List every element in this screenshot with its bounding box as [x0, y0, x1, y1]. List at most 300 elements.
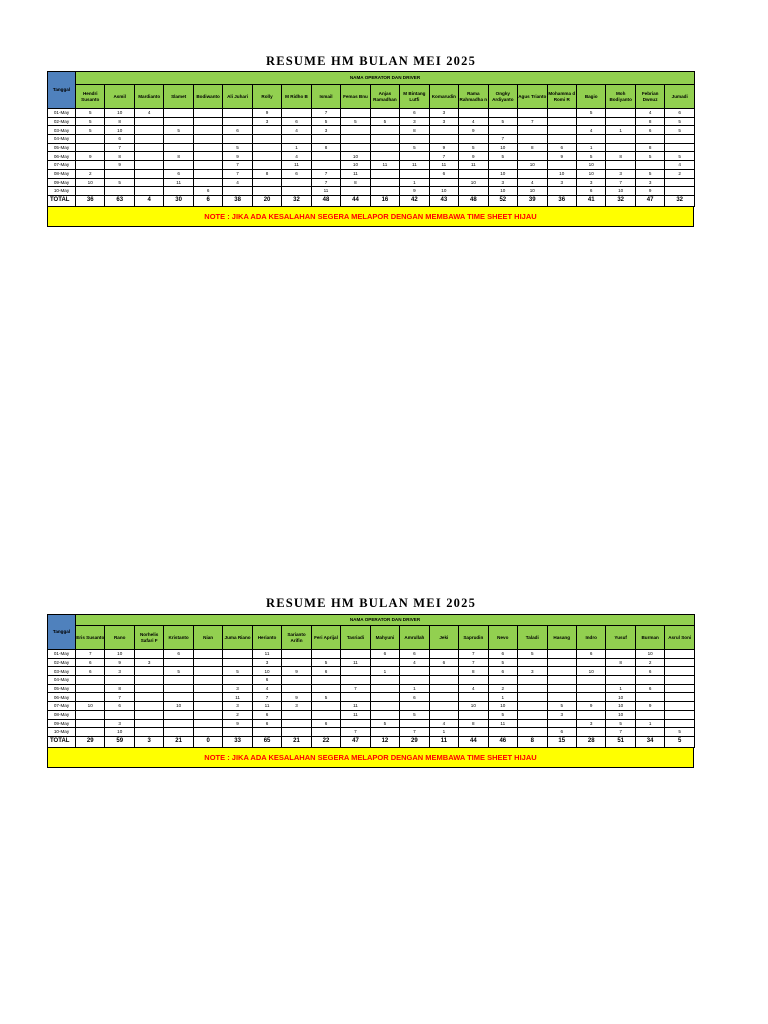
hm-value-cell: 3	[518, 667, 547, 676]
hm-value-cell: 11	[252, 650, 281, 659]
operator-name-header: Rolly	[252, 85, 281, 109]
total-value-cell: 44	[341, 195, 370, 206]
hm-value-cell: 11	[370, 161, 399, 170]
date-cell: 04-May	[48, 135, 76, 144]
hm-value-cell: 7	[223, 161, 252, 170]
hm-value-cell: 3	[311, 126, 340, 135]
date-cell: 01-May	[48, 650, 76, 659]
hm-value-cell	[193, 178, 222, 187]
hm-value-cell	[459, 676, 488, 685]
total-value-cell: 30	[164, 195, 193, 206]
hm-value-cell: 4	[223, 178, 252, 187]
hm-value-cell: 10	[547, 169, 576, 178]
hm-value-cell: 8	[606, 658, 635, 667]
hm-value-cell	[341, 650, 370, 659]
hm-value-cell	[134, 117, 163, 126]
hm-value-cell: 5	[665, 728, 695, 737]
operator-group-header: NAMA OPERATOR DAN DRIVER	[76, 72, 695, 85]
date-cell: 05-May	[48, 143, 76, 152]
hm-value-cell: 10	[105, 650, 134, 659]
hm-value-cell	[665, 135, 695, 144]
total-value-cell: 8	[518, 736, 547, 747]
hm-value-cell	[164, 658, 193, 667]
hm-value-cell: 2	[76, 169, 105, 178]
hm-value-cell	[134, 650, 163, 659]
hm-value-cell: 3	[252, 117, 281, 126]
hm-value-cell: 10	[488, 702, 517, 711]
hm-value-cell	[193, 143, 222, 152]
hm-value-cell	[76, 676, 105, 685]
hm-value-cell: 9	[282, 693, 311, 702]
hm-value-cell: 1	[400, 684, 429, 693]
hm-value-cell: 3	[105, 719, 134, 728]
note-banner-2: NOTE : JIKA ADA KESALAHAN SEGERA MELAPOR DENGAN MEMBAWA TIME SHEET HIJAU	[47, 748, 694, 768]
hm-value-cell: 10	[606, 187, 635, 196]
total-value-cell: 15	[547, 736, 576, 747]
hm-value-cell: 3	[282, 702, 311, 711]
hm-value-cell	[400, 169, 429, 178]
hm-value-cell: 7	[105, 143, 134, 152]
hm-value-cell: 10	[518, 161, 547, 170]
table-row	[48, 187, 695, 196]
hm-value-cell	[76, 143, 105, 152]
group-header-row	[48, 615, 695, 626]
hm-value-cell: 10	[459, 178, 488, 187]
hm-value-cell: 5	[576, 152, 605, 161]
hm-value-cell: 10	[488, 169, 517, 178]
hm-value-cell	[370, 109, 399, 118]
hm-value-cell	[665, 684, 695, 693]
hm-value-cell	[282, 650, 311, 659]
hm-value-cell	[223, 676, 252, 685]
hm-value-cell: 7	[606, 728, 635, 737]
total-value-cell: 36	[547, 195, 576, 206]
hm-value-cell	[635, 135, 664, 144]
hm-value-cell	[459, 710, 488, 719]
hm-value-cell: 7	[341, 684, 370, 693]
operator-name-header: Moh Bodiyanto	[606, 85, 635, 109]
hm-value-cell: 5	[665, 126, 695, 135]
hm-value-cell: 3	[576, 719, 605, 728]
hm-value-cell: 5	[370, 117, 399, 126]
hm-value-cell: 6	[635, 126, 664, 135]
hm-value-cell	[400, 667, 429, 676]
hm-value-cell: 2	[223, 710, 252, 719]
hm-value-cell: 11	[282, 161, 311, 170]
table-row	[48, 658, 695, 667]
hm-value-cell: 3	[606, 169, 635, 178]
hm-value-cell	[193, 117, 222, 126]
hm-value-cell	[576, 658, 605, 667]
hm-value-cell	[606, 676, 635, 685]
hm-value-cell	[518, 152, 547, 161]
hm-value-cell: 5	[311, 658, 340, 667]
hm-value-cell: 6	[164, 650, 193, 659]
hm-value-cell: 3	[223, 702, 252, 711]
total-value-cell: 5	[665, 736, 695, 747]
hm-value-cell: 6	[76, 658, 105, 667]
operator-name-header: Mardianto	[134, 85, 163, 109]
date-cell: 09-May	[48, 178, 76, 187]
hm-value-cell: 5	[223, 667, 252, 676]
hm-value-cell: 3	[223, 684, 252, 693]
total-value-cell: 48	[311, 195, 340, 206]
operator-name-header: Feri Aprijal	[311, 626, 340, 650]
operator-name-header: Rano	[105, 626, 134, 650]
hm-value-cell: 1	[370, 667, 399, 676]
hm-value-cell	[252, 152, 281, 161]
hm-value-cell: 1	[400, 178, 429, 187]
hm-value-cell	[518, 693, 547, 702]
hm-value-cell	[134, 161, 163, 170]
hm-value-cell	[635, 676, 664, 685]
hm-value-cell	[606, 143, 635, 152]
hm-value-cell: 6	[193, 187, 222, 196]
hm-value-cell	[193, 728, 222, 737]
hm-value-cell: 5	[164, 667, 193, 676]
hm-value-cell: 4	[282, 126, 311, 135]
hm-value-cell	[665, 143, 695, 152]
table-row	[48, 117, 695, 126]
hm-value-cell	[370, 187, 399, 196]
hm-value-cell	[370, 702, 399, 711]
hm-value-cell	[665, 710, 695, 719]
hm-value-cell	[311, 135, 340, 144]
date-cell: 03-May	[48, 126, 76, 135]
hm-value-cell: 6	[105, 135, 134, 144]
hm-value-cell: 4	[576, 126, 605, 135]
hm-value-cell: 7	[252, 693, 281, 702]
hm-value-cell	[400, 719, 429, 728]
operator-name-header: Tasriadi	[341, 626, 370, 650]
hm-value-cell	[76, 693, 105, 702]
hm-value-cell: 11	[311, 187, 340, 196]
hm-value-cell: 11	[223, 693, 252, 702]
hm-value-cell	[518, 135, 547, 144]
hm-value-cell	[459, 109, 488, 118]
hm-value-cell	[665, 658, 695, 667]
hm-value-cell	[547, 117, 576, 126]
hm-value-cell: 5	[459, 143, 488, 152]
hm-value-cell	[193, 161, 222, 170]
hm-value-cell	[547, 650, 576, 659]
hm-value-cell: 6	[665, 109, 695, 118]
hm-value-cell	[252, 728, 281, 737]
total-label: TOTAL	[48, 195, 76, 206]
hm-value-cell	[400, 135, 429, 144]
hm-value-cell: 5	[223, 143, 252, 152]
hm-value-cell	[311, 676, 340, 685]
hm-value-cell: 6	[400, 650, 429, 659]
date-cell: 02-May	[48, 117, 76, 126]
hm-value-cell: 4	[134, 109, 163, 118]
sheet-title-1: RESUME HM BULAN MEI 2025	[265, 54, 477, 68]
hm-value-cell: 9	[459, 126, 488, 135]
hm-value-cell	[665, 702, 695, 711]
hm-value-cell	[488, 109, 517, 118]
hm-value-cell	[370, 676, 399, 685]
hm-value-cell	[282, 710, 311, 719]
hm-value-cell	[576, 135, 605, 144]
hm-value-cell: 9	[547, 152, 576, 161]
total-value-cell: 29	[76, 736, 105, 747]
hm-value-cell	[547, 187, 576, 196]
operator-name-header: Ismail	[311, 85, 340, 109]
table-row	[48, 710, 695, 719]
total-value-cell: 63	[105, 195, 134, 206]
hm-value-cell: 5	[311, 117, 340, 126]
total-value-cell: 41	[576, 195, 605, 206]
hm-value-cell	[576, 728, 605, 737]
hm-value-cell: 11	[459, 161, 488, 170]
hm-value-cell	[252, 178, 281, 187]
hm-value-cell: 10	[252, 667, 281, 676]
hm-value-cell: 7	[223, 169, 252, 178]
hm-value-cell	[635, 710, 664, 719]
hm-value-cell	[164, 109, 193, 118]
hm-value-cell	[311, 728, 340, 737]
hm-value-cell	[518, 658, 547, 667]
hm-value-cell: 5	[665, 152, 695, 161]
hm-value-cell: 10	[105, 126, 134, 135]
hm-value-cell	[459, 169, 488, 178]
operator-name-header: Ongky Ardiyanto	[488, 85, 517, 109]
operator-group-header: NAMA OPERATOR DAN DRIVER	[76, 615, 695, 626]
hm-value-cell: 8	[518, 143, 547, 152]
hm-value-cell	[252, 126, 281, 135]
total-value-cell: 0	[193, 736, 222, 747]
operator-name-header: Asrul Soni	[665, 626, 695, 650]
date-cell: 10-May	[48, 728, 76, 737]
operator-name-header: Mohamma d Romi R	[547, 85, 576, 109]
hm-value-cell	[164, 187, 193, 196]
operator-name-header: Hendri Susanto	[76, 85, 105, 109]
hm-value-cell: 10	[76, 178, 105, 187]
hm-value-cell: 5	[547, 702, 576, 711]
hm-value-cell: 11	[429, 161, 458, 170]
hm-value-cell	[76, 719, 105, 728]
hm-value-cell	[341, 143, 370, 152]
hm-value-cell: 9	[576, 702, 605, 711]
hm-value-cell	[370, 178, 399, 187]
hm-value-cell	[223, 109, 252, 118]
total-value-cell: 65	[252, 736, 281, 747]
hm-value-cell	[518, 702, 547, 711]
hm-value-cell: 11	[400, 161, 429, 170]
operator-name-header: Anjas Ramadhan	[370, 85, 399, 109]
hm-value-cell	[606, 117, 635, 126]
hm-value-cell	[547, 684, 576, 693]
hm-value-cell	[223, 650, 252, 659]
hm-value-cell	[311, 702, 340, 711]
hm-value-cell	[134, 667, 163, 676]
hm-value-cell	[311, 710, 340, 719]
hm-value-cell	[76, 187, 105, 196]
total-row	[48, 736, 695, 747]
hm-value-cell	[134, 187, 163, 196]
hm-value-cell: 10	[518, 187, 547, 196]
table-row	[48, 719, 695, 728]
hm-value-cell	[341, 693, 370, 702]
table-row	[48, 143, 695, 152]
hm-value-cell	[429, 693, 458, 702]
table-row	[48, 650, 695, 659]
hm-value-cell	[164, 684, 193, 693]
table-row	[48, 667, 695, 676]
hm-value-cell: 6	[370, 650, 399, 659]
hm-value-cell: 5	[311, 693, 340, 702]
hm-value-cell: 3	[105, 667, 134, 676]
hm-value-cell: 3	[547, 178, 576, 187]
hm-value-cell	[282, 187, 311, 196]
operator-name-header: Yusuf	[606, 626, 635, 650]
hm-value-cell: 6	[252, 676, 281, 685]
hm-value-cell	[488, 728, 517, 737]
hm-value-cell: 9	[105, 658, 134, 667]
hm-value-cell	[193, 650, 222, 659]
hm-value-cell: 10	[341, 152, 370, 161]
operator-name-header: Mahyuni	[370, 626, 399, 650]
hm-value-cell	[105, 169, 134, 178]
total-value-cell: 20	[252, 195, 281, 206]
hm-value-cell: 3	[547, 710, 576, 719]
hm-value-cell: 1	[282, 143, 311, 152]
hm-value-cell: 6	[252, 719, 281, 728]
hm-value-cell	[311, 152, 340, 161]
hm-value-cell	[134, 702, 163, 711]
hm-value-cell: 7	[400, 728, 429, 737]
operator-name-header: Nian	[193, 626, 222, 650]
hm-value-cell: 11	[341, 710, 370, 719]
date-cell: 08-May	[48, 169, 76, 178]
hm-value-cell: 1	[488, 693, 517, 702]
hm-value-cell: 6	[429, 658, 458, 667]
hm-value-cell	[370, 143, 399, 152]
hm-value-cell	[193, 667, 222, 676]
hm-value-cell: 8	[635, 117, 664, 126]
operator-name-header: Nevo	[488, 626, 517, 650]
hm-value-cell	[488, 126, 517, 135]
tanggal-header: Tanggal	[48, 72, 76, 109]
hm-value-cell: 5	[576, 109, 605, 118]
table-row	[48, 178, 695, 187]
hm-value-cell: 10	[488, 187, 517, 196]
hm-value-cell	[193, 152, 222, 161]
hm-value-cell	[105, 676, 134, 685]
hm-value-cell: 3	[429, 109, 458, 118]
hm-value-cell	[370, 126, 399, 135]
date-cell: 01-May	[48, 109, 76, 118]
hm-value-cell: 10	[576, 667, 605, 676]
total-value-cell: 51	[606, 736, 635, 747]
hm-value-cell	[164, 676, 193, 685]
hm-value-cell	[193, 676, 222, 685]
hm-value-cell: 1	[606, 126, 635, 135]
hm-value-cell: 5	[635, 152, 664, 161]
hm-value-cell	[134, 676, 163, 685]
tanggal-header: Tanggal	[48, 615, 76, 650]
operator-name-header: M Bintang Lutfi	[400, 85, 429, 109]
hm-value-cell: 10	[576, 169, 605, 178]
hm-value-cell	[606, 109, 635, 118]
hm-value-cell	[223, 135, 252, 144]
total-value-cell: 22	[311, 736, 340, 747]
hm-value-cell: 1	[576, 143, 605, 152]
operator-name-header: Kristanto	[164, 626, 193, 650]
hm-value-cell: 7	[429, 152, 458, 161]
hm-value-cell	[76, 684, 105, 693]
hm-value-cell	[488, 676, 517, 685]
hm-value-cell: 7	[311, 109, 340, 118]
hm-value-cell	[134, 152, 163, 161]
hm-value-cell: 6	[164, 169, 193, 178]
hm-value-cell	[164, 728, 193, 737]
hm-value-cell	[341, 126, 370, 135]
hm-value-cell	[223, 187, 252, 196]
operator-name-header: Ali Juhari	[223, 85, 252, 109]
hm-value-cell: 5	[370, 719, 399, 728]
operator-name-header: Asmil	[105, 85, 134, 109]
hm-table-1	[47, 71, 695, 207]
operator-name-header: Taladi	[518, 626, 547, 650]
date-cell: 07-May	[48, 702, 76, 711]
total-value-cell: 33	[223, 736, 252, 747]
total-value-cell: 28	[576, 736, 605, 747]
hm-value-cell: 8	[105, 117, 134, 126]
hm-value-cell	[282, 684, 311, 693]
hm-value-cell	[134, 169, 163, 178]
hm-value-cell: 10	[341, 161, 370, 170]
hm-value-cell: 10	[105, 109, 134, 118]
hm-value-cell	[341, 135, 370, 144]
hm-value-cell: 9	[105, 161, 134, 170]
hm-value-cell: 4	[665, 161, 695, 170]
hm-value-cell: 6	[635, 684, 664, 693]
operator-name-header: Rama Rahmadha n	[459, 85, 488, 109]
hm-value-cell	[459, 693, 488, 702]
hm-value-cell: 9	[223, 152, 252, 161]
hm-value-cell	[459, 728, 488, 737]
hm-value-cell: 5	[76, 126, 105, 135]
hm-value-cell: 8	[400, 126, 429, 135]
table-row	[48, 702, 695, 711]
hm-value-cell	[164, 710, 193, 719]
hm-value-cell: 10	[606, 693, 635, 702]
table-row	[48, 676, 695, 685]
hm-value-cell	[429, 126, 458, 135]
hm-value-cell: 9	[400, 187, 429, 196]
hm-value-cell	[665, 693, 695, 702]
hm-value-cell	[429, 676, 458, 685]
table-row	[48, 109, 695, 118]
hm-value-cell	[105, 710, 134, 719]
hm-value-cell	[429, 684, 458, 693]
total-value-cell: 43	[429, 195, 458, 206]
hm-value-cell	[164, 143, 193, 152]
hm-value-cell: 6	[105, 702, 134, 711]
hm-value-cell: 6	[311, 667, 340, 676]
hm-value-cell: 7	[488, 135, 517, 144]
hm-value-cell	[606, 650, 635, 659]
total-value-cell: 11	[429, 736, 458, 747]
hm-value-cell	[76, 728, 105, 737]
hm-value-cell: 2	[488, 684, 517, 693]
operator-name-header: Juma Riano	[223, 626, 252, 650]
hm-value-cell	[547, 109, 576, 118]
hm-value-cell: 8	[459, 667, 488, 676]
date-cell: 10-May	[48, 187, 76, 196]
hm-value-cell: 9	[459, 152, 488, 161]
